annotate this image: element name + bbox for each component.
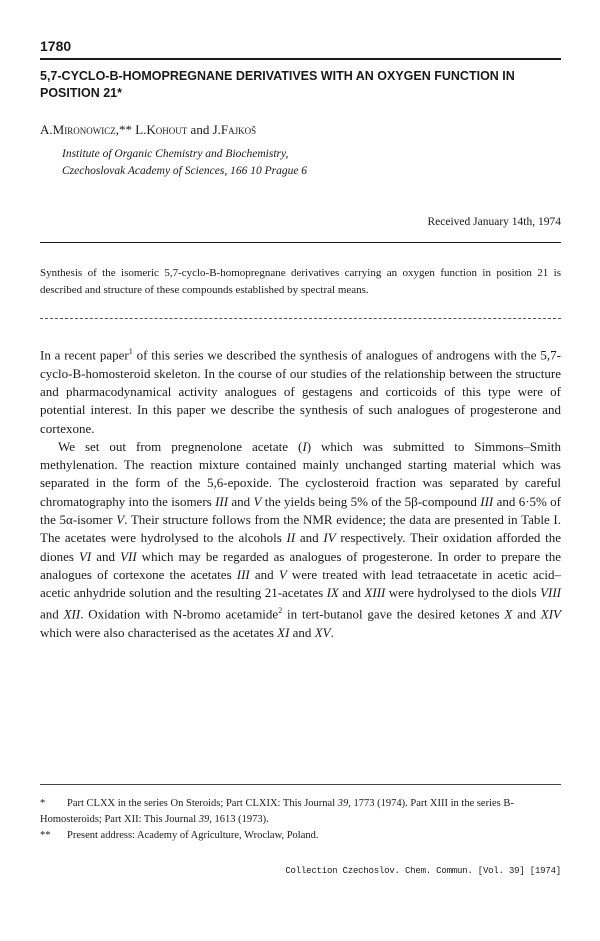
- text-run: and: [228, 493, 254, 509]
- text-run: . Their structure follows from the NMR evidence; the data are presented in Table I. The acetates were hydrolysed to the alcohols: [40, 512, 562, 546]
- footnote-2: [40, 828, 561, 844]
- text-run: Part CLXX in the series On Steroids; Part CLXIX: This Journal: [67, 798, 338, 809]
- compound-ref: VII: [120, 548, 137, 564]
- affiliation-line-1: Institute of Organic Chemistry and Biochemistry,: [62, 148, 289, 160]
- text-run: which were also characterised as the acetates: [40, 625, 278, 641]
- author-list: [40, 122, 256, 138]
- text-run: were hydrolysed to the diols: [385, 585, 541, 601]
- text-run: which may be regarded as analogues of progesterone. In order to prepare the analogues of cortexone the acetates: [40, 548, 561, 582]
- text-run: .: [330, 625, 334, 641]
- compound-ref: XII: [63, 606, 81, 622]
- compound-ref: V: [116, 512, 125, 527]
- affiliation-line-2: Czechoslovak Academy of Sciences, 166 10 Prague 6: [62, 165, 308, 177]
- compound-ref: III: [480, 493, 494, 509]
- text-run: , 1613 (1973).: [209, 814, 269, 825]
- compound-ref: XI: [277, 625, 290, 641]
- header-rule: [40, 58, 561, 60]
- author-2-name: Kohout: [146, 122, 188, 137]
- text-run: of this series we described the synthesis of analogues of androgens with the 5,7-cyclo-B-homosteroid skeleton. In the course of our studies of the relationship between the structure and pharmacodynamical activity analogues of gestagens and corticoids of this type were of potential interest. In this paper we describe the synthesis of such analogues of progesterone and cortexone.: [40, 347, 561, 436]
- volume-number: 39: [198, 814, 210, 825]
- text-run: and: [512, 606, 541, 622]
- text-run: and: [338, 585, 365, 601]
- footnote-1: [40, 796, 561, 828]
- compound-ref: XIV: [540, 606, 561, 622]
- footnote-1-mark: *: [40, 798, 46, 809]
- compound-ref: III: [236, 566, 250, 582]
- author-2-initial: L.: [135, 122, 147, 137]
- author-3-initial: J.: [212, 122, 221, 137]
- compound-ref: XV: [314, 625, 331, 641]
- text-run: were treated with lead tetraacetate in acetic acid–acetic anhydride solution and the resulting 21-acetates: [40, 566, 561, 601]
- footnote-rule: [40, 784, 561, 785]
- footnotes: [40, 796, 561, 844]
- article-title: 5,7-CYCLO-B-HOMOPREGNANE DERIVATIVES WITH AN OXYGEN FUNCTION IN POSITION 21*: [40, 69, 515, 100]
- compound-ref: V: [278, 566, 287, 582]
- text-run: and: [295, 530, 324, 546]
- received-date: Received January 14th, 1974: [427, 216, 561, 228]
- article-body: [40, 343, 561, 642]
- text-run: and: [289, 625, 315, 641]
- compound-ref: VIII: [540, 585, 561, 601]
- compound-ref: IV: [323, 530, 336, 546]
- text-run: in tert-butanol gave the desired ketones: [282, 606, 505, 622]
- text-run: the yields being 5% of the 5β-compound: [261, 493, 481, 509]
- footnote-2-mark: **: [40, 830, 51, 841]
- author-1-initial: A.: [40, 122, 53, 137]
- text-run: , 1773 (1974). Part XIII in the series B-Homosteroids; Part XII: This Journal: [40, 798, 514, 825]
- abstract: Synthesis of the isomeric 5,7-cyclo-B-homopregnane derivatives carrying an oxygen function in position 21 is described and structure of these compounds established by spectral means.: [40, 267, 561, 296]
- text-run: and: [40, 606, 64, 622]
- volume-number: 39: [337, 798, 349, 809]
- journal-footer: Collection Czechoslov. Chem. Commun. [Vol. 39] [1974]: [285, 866, 561, 876]
- citation-ref-2: 2: [278, 606, 283, 616]
- text-run: In a recent paper: [40, 347, 129, 363]
- text-run: Present address: Academy of Agriculture, Wroclaw, Poland.: [67, 830, 319, 841]
- compound-ref: VI: [78, 548, 92, 564]
- affiliation: [62, 146, 307, 180]
- author-1-name: Mironowicz: [52, 122, 116, 137]
- compound-ref: IX: [326, 585, 339, 601]
- compound-ref: I: [302, 438, 307, 454]
- body-paragraph-1: [40, 343, 561, 438]
- text-run: . Oxidation with N-bromo acetamide: [80, 606, 279, 622]
- compound-ref: III: [215, 493, 229, 509]
- author-3-name: Fajkoš: [220, 122, 257, 137]
- text-run: and: [91, 548, 121, 564]
- text-run: and: [249, 566, 279, 582]
- abstract-top-rule: [40, 242, 561, 243]
- text-run: respectively. Their oxidation afforded the diones: [40, 530, 562, 564]
- text-run: and 6·5% of the 5α-isomer: [40, 493, 562, 527]
- compound-ref: XIII: [364, 585, 386, 601]
- body-paragraph-2: [40, 438, 561, 643]
- text-run: ) which was submitted to Simmons–Smith methylenation. The reaction mixture contained mainly unchanged starting material which was separated in the form of the 5,6-epoxide. The cyclosteroid fraction was separated by careful chromatography into the isomers: [40, 438, 561, 509]
- author-1-footnote-mark: ,**: [115, 122, 136, 137]
- abstract-bottom-rule: [40, 318, 561, 319]
- compound-ref: X: [504, 606, 513, 622]
- text-run: We set out from pregnenolone acetate (: [58, 438, 303, 454]
- citation-ref-1: 1: [128, 347, 133, 356]
- page-number: 1780: [40, 38, 72, 54]
- compound-ref: II: [286, 530, 296, 546]
- compound-ref: V: [253, 493, 262, 509]
- author-conjunction: and: [187, 122, 213, 137]
